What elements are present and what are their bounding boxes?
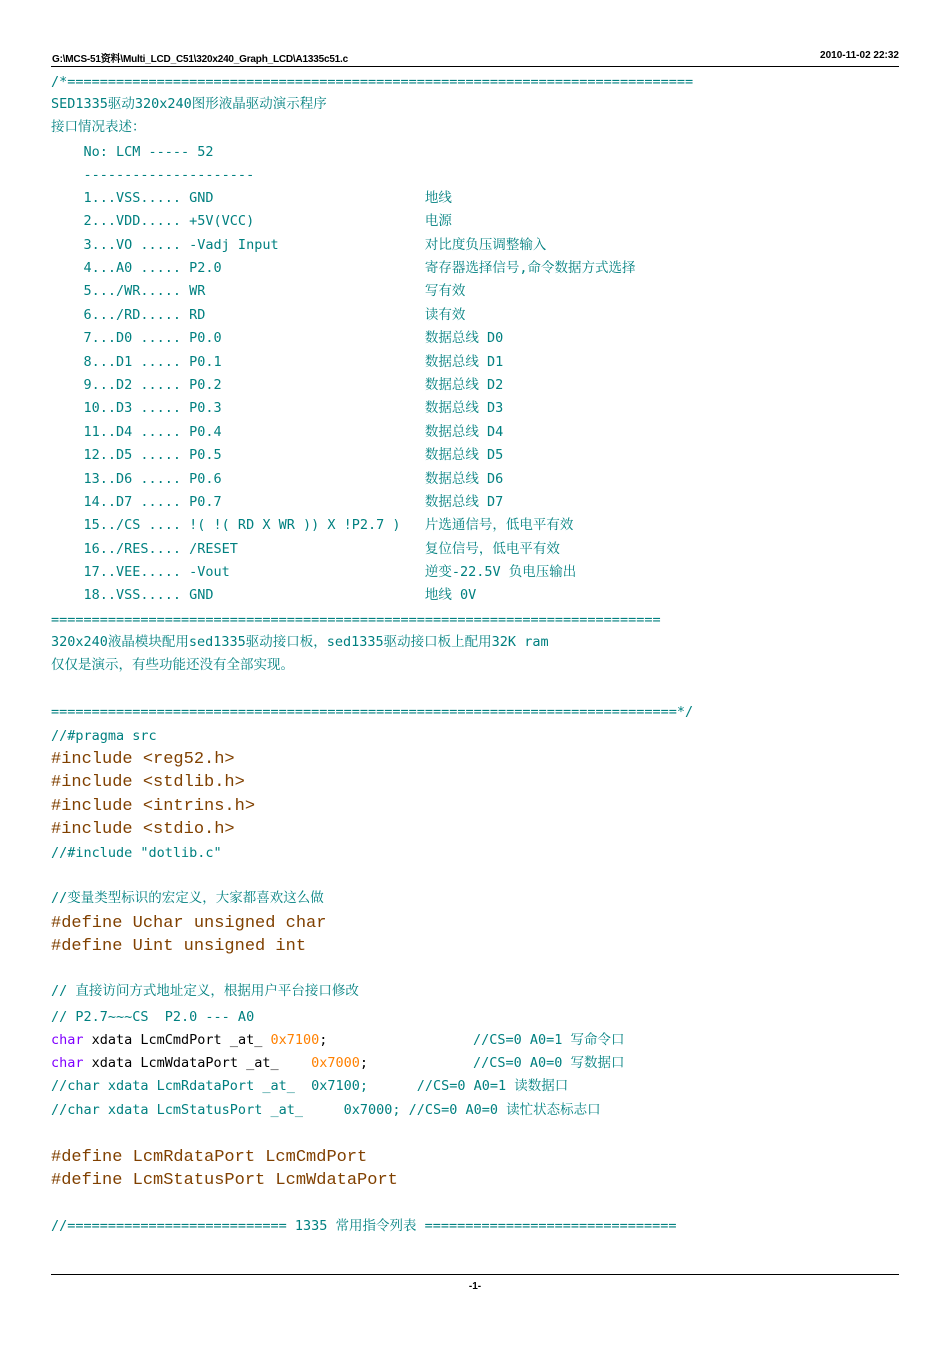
code-line: 12..D5 ..... P0.5 数据总线 D5	[51, 447, 504, 463]
code-text: ;	[319, 1032, 328, 1048]
code-line: 1...VSS..... GND 地线	[51, 190, 452, 206]
code-line: 2...VDD..... +5V(VCC) 电源	[51, 213, 452, 229]
code-text: xdata LcmWdataPort _at_	[83, 1055, 312, 1071]
code-line: 11..D4 ..... P0.4 数据总线 D4	[51, 424, 504, 440]
code-line: #define LcmRdataPort LcmCmdPort	[51, 1148, 368, 1167]
code-line: 接口情况表述：	[51, 119, 146, 135]
code-line: No: LCM ----- 52	[51, 144, 214, 160]
code-line: #include <reg52.h>	[51, 750, 235, 769]
keyword: char	[51, 1032, 84, 1048]
code-line: // P2.7~~~CS P2.0 --- A0	[51, 1009, 255, 1025]
code-line: 9...D2 ..... P0.2 数据总线 D2	[51, 377, 504, 393]
code-text: ;	[359, 1055, 369, 1071]
code-line: //#include "dotlib.c"	[51, 845, 222, 861]
code-line: 14..D7 ..... P0.7 数据总线 D7	[51, 494, 504, 510]
header-rule	[51, 66, 899, 67]
code-line: 4...A0 ..... P2.0 寄存器选择信号,命令数据方式选择	[51, 260, 636, 276]
code-line: #define Uchar unsigned char	[51, 914, 327, 933]
code-line: #include <intrins.h>	[51, 797, 256, 816]
code-line: 17..VEE..... -Vout 逆变-22.5V 负电压输出	[51, 564, 577, 580]
code-comment: //CS=0 A0=1 写命令口	[473, 1032, 625, 1048]
code-line: 6.../RD..... RD 读有效	[51, 307, 466, 323]
number-literal: 0x7000	[311, 1055, 360, 1071]
code-text: xdata LcmCmdPort _at_	[83, 1032, 271, 1048]
code-line: 仅仅是演示，有些功能还没有全部实现。	[51, 657, 294, 673]
code-line: 15../CS .... !( !( RD X WR )) X !P2.7 ) 片选通信号，低电平有效	[51, 517, 574, 533]
code-line: 3...VO ..... -Vadj Input 对比度负压调整输入	[51, 237, 547, 253]
code-line: 18..VSS..... GND 地线 0V	[51, 587, 477, 603]
code-line: 5.../WR..... WR 写有效	[51, 283, 466, 299]
code-line: 320x240液晶模块配用sed1335驱动接口板，sed1335驱动接口板上配用32K ram	[51, 634, 549, 650]
footer-rule	[51, 1274, 899, 1275]
code-line: ---------------------	[51, 167, 255, 183]
code-line: 8...D1 ..... P0.1 数据总线 D1	[51, 354, 504, 370]
code-line: #include <stdlib.h>	[51, 773, 245, 792]
code-line: =============================================================================*/	[51, 704, 694, 720]
code-line: ===========================================================================	[51, 612, 661, 628]
code-line: //=========================== 1335 常用指令列表 ===============================	[51, 1218, 677, 1234]
code-line: //char xdata LcmStatusPort _at_ 0x7000; //CS=0 A0=0 读忙状态标志口	[51, 1102, 601, 1118]
keyword: char	[51, 1055, 84, 1071]
code-line: //#pragma src	[51, 728, 157, 744]
code-line: 13..D6 ..... P0.6 数据总线 D6	[51, 471, 504, 487]
code-line	[51, 1057, 368, 1071]
code-line: 16../RES.... /RESET 复位信号，低电平有效	[51, 541, 560, 557]
code-line: SED1335驱动320x240图形液晶驱动演示程序	[51, 96, 327, 112]
code-line: 7...D0 ..... P0.0 数据总线 D0	[51, 330, 504, 346]
file-path: G:\MCS-51资料\Multi_LCD_C51\320x240_Graph_LCD\A1335c51.c	[52, 54, 348, 65]
code-line: // 直接访问方式地址定义，根据用户平台接口修改	[51, 983, 359, 999]
code-line: #include <stdio.h>	[51, 820, 235, 839]
code-line: 10..D3 ..... P0.3 数据总线 D3	[51, 400, 504, 416]
code-line: //变量类型标识的宏定义，大家都喜欢这么做	[51, 890, 324, 906]
page-number: -1-	[468, 1281, 482, 1292]
code-line: #define Uint unsigned int	[51, 937, 307, 956]
code-line: #define LcmStatusPort LcmWdataPort	[51, 1171, 398, 1190]
code-line: //char xdata LcmRdataPort _at_ 0x7100; //CS=0 A0=1 读数据口	[51, 1078, 569, 1094]
code-comment: //CS=0 A0=0 写数据口	[473, 1055, 625, 1071]
number-literal: 0x7100	[270, 1032, 320, 1048]
code-line	[51, 1034, 327, 1048]
print-datetime: 2010-11-02 22:32	[820, 50, 899, 61]
code-line: /*=============================================================================	[51, 74, 694, 90]
